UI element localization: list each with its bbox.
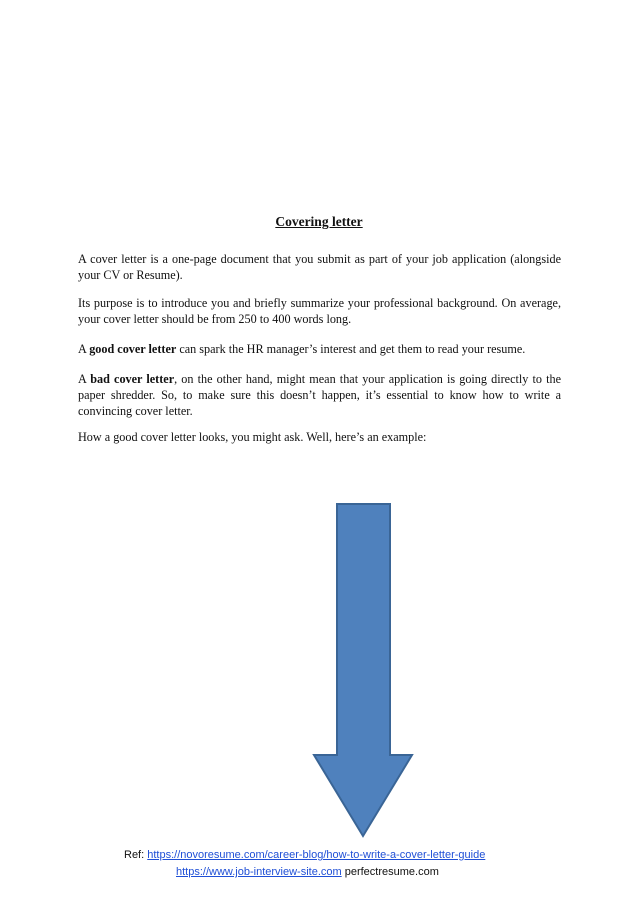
down-arrow-shape <box>314 504 412 836</box>
footer-ref-perfectresume: perfectresume.com <box>341 866 439 878</box>
paragraph-purpose: Its purpose is to introduce you and briefly summarize your professional background. On average, your cover letter should be from 250 to 400 words long. <box>78 296 561 326</box>
paragraph-example-intro: How a good cover letter looks, you might ask. Well, here’s an example: <box>78 430 427 444</box>
paragraph-intro: A cover letter is a one-page document that you submit as part of your job application (alongside your CV or Resume). <box>78 252 561 282</box>
footer-link-novoresume[interactable]: https://novoresume.com/career-blog/how-to-write-a-cover-letter-guide <box>147 849 486 861</box>
footer-ref-line2 <box>0 866 638 878</box>
down-arrow-icon <box>310 500 416 840</box>
footer-ref-line1 <box>0 849 638 861</box>
footer-ref-label: Ref: <box>124 849 148 861</box>
footer-link-job-interview-site[interactable]: https://www.job-interview-site.com <box>176 866 342 878</box>
paragraph-good-letter-suffix: can spark the HR manager’s interest and get them to read your resume. <box>176 342 526 356</box>
paragraph-good-letter-prefix: A <box>78 342 90 356</box>
page-title: Covering letter <box>275 214 363 229</box>
good-cover-letter-bold: good cover letter <box>89 342 177 356</box>
bad-cover-letter-bold: bad cover letter <box>90 372 175 386</box>
paragraph-bad-letter-prefix: A <box>78 372 91 386</box>
paragraph-bad-letter-suffix: , on the other hand, might mean that your application is going directly to the paper shredder. So, to make sure this doesn’t happen, it’s essential to know how to write a convincing cover letter. <box>78 372 561 418</box>
paragraph-good-letter <box>78 341 561 357</box>
paragraph-bad-letter <box>78 371 561 419</box>
